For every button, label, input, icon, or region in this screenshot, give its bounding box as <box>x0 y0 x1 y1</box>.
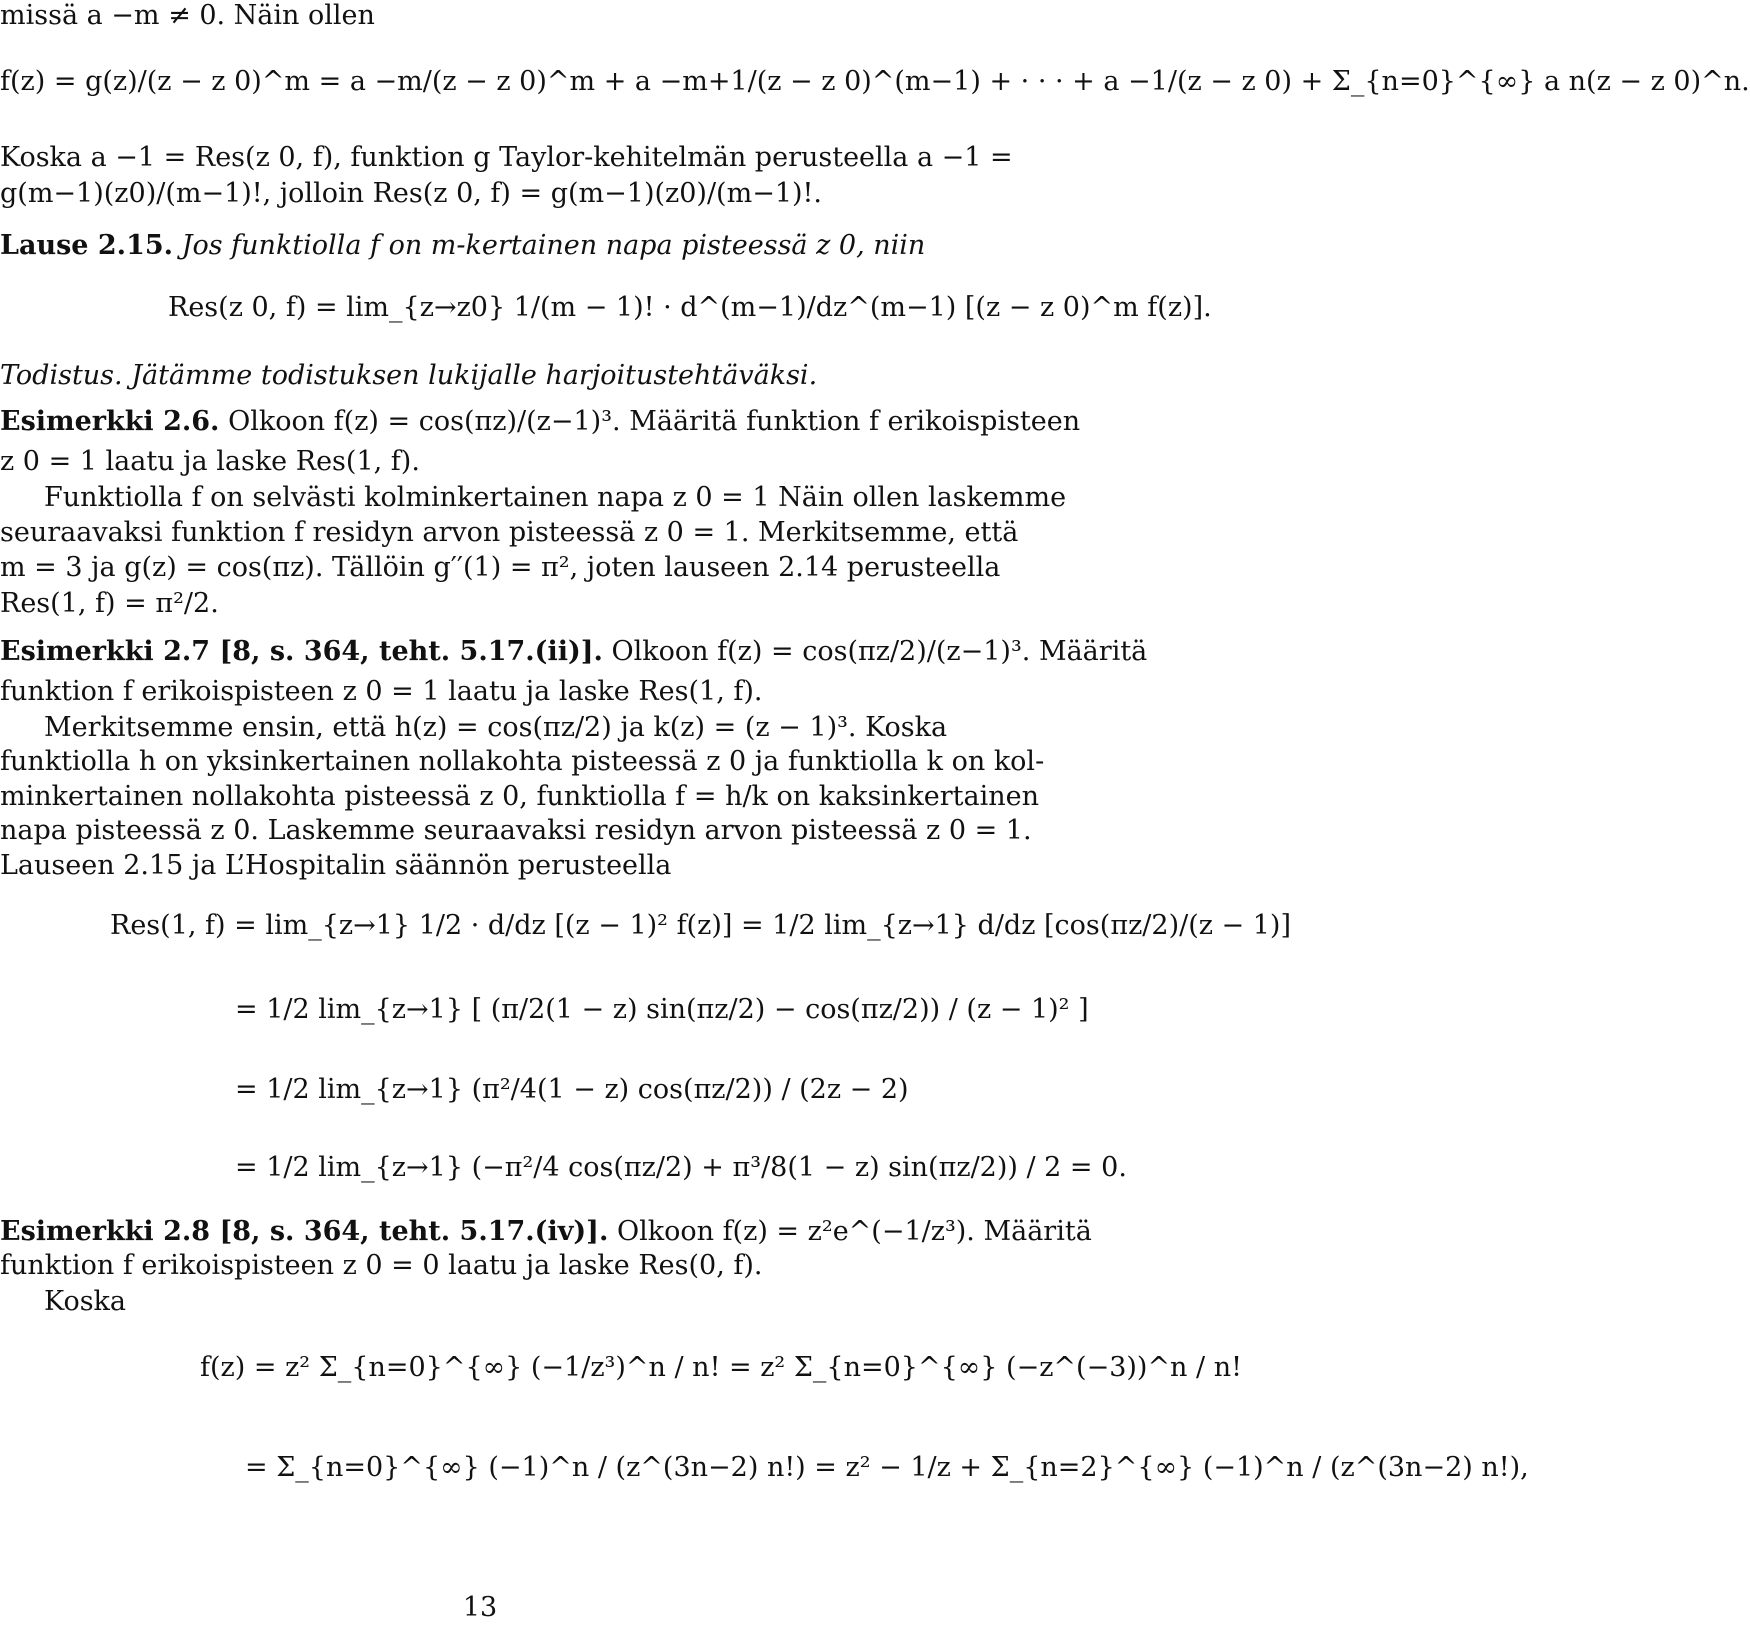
example-text: Olkoon f(z) = z²e^(−1/z³). Määritä <box>616 1216 1092 1247</box>
example-text: Olkoon f(z) = cos(πz/2)/(z−1)³. Määritä <box>611 636 1148 667</box>
equation-residue-step-3: = 1/2 lim_{z→1} (π²/4(1 − z) cos(πz/2)) / (2z − 2) <box>235 1074 909 1105</box>
page-number: 13 <box>462 1592 498 1623</box>
text-line: seuraavaksi funktion f residyn arvon pisteessä z 0 = 1. Merkitsemme, että <box>0 517 1019 548</box>
lemma-label: Lause 2.15. <box>0 230 174 261</box>
text-line: funktion f erikoispisteen z 0 = 0 laatu ja laske Res(0, f). <box>0 1250 763 1281</box>
equation-series-2: = Σ_{n=0}^{∞} (−1)^n / (z^(3n−2) n!) = z² − 1/z + Σ_{n=2}^{∞} (−1)^n / (z^(3n−2) n!), <box>245 1452 1529 1483</box>
example-label: Esimerkki 2.7 [8, s. 364, teht. 5.17.(ii)]. <box>0 636 603 667</box>
example-2-6 <box>0 406 1081 438</box>
example-text: Olkoon f(z) = cos(πz)/(z−1)³. Määritä funktion f erikoispisteen <box>228 406 1081 437</box>
equation-residue-step-1: Res(1, f) = lim_{z→1} 1/2 · d/dz [(z − 1)² f(z)] = 1/2 lim_{z→1} d/dz [cos(πz/2)/(z − 1)] <box>110 910 1291 941</box>
equation-residue-step-4: = 1/2 lim_{z→1} (−π²/4 cos(πz/2) + π³/8(1 − z) sin(πz/2)) / 2 = 0. <box>235 1152 1127 1183</box>
text-line: napa pisteessä z 0. Laskemme seuraavaksi residyn arvon pisteessä z 0 = 1. <box>0 815 1032 846</box>
text-line: missä a −m ≠ 0. Näin ollen <box>0 0 375 31</box>
example-label: Esimerkki 2.6. <box>0 406 220 437</box>
equation-series-1: f(z) = z² Σ_{n=0}^{∞} (−1/z³)^n / n! = z² Σ_{n=0}^{∞} (−z^(−3))^n / n! <box>200 1352 1242 1383</box>
text-line: g(m−1)(z0)/(m−1)!, jolloin Res(z 0, f) = g(m−1)(z0)/(m−1)!. <box>0 178 822 209</box>
text-line: m = 3 ja g(z) = cos(πz). Tällöin g′′(1) = π², joten lauseen 2.14 perusteella <box>0 552 1001 583</box>
lemma-text: Jos funktiolla f on m-kertainen napa pisteessä z 0, niin <box>181 230 926 261</box>
equation-laurent-series: f(z) = g(z)/(z − z 0)^m = a −m/(z − z 0)^m + a −m+1/(z − z 0)^(m−1) + · · · + a −1/(z − z 0) + Σ_{n=0}^{∞} a n(z − z 0)^n. <box>0 66 1750 97</box>
text-line: Merkitsemme ensin, että h(z) = cos(πz/2) ja k(z) = (z − 1)³. Koska <box>44 712 948 743</box>
example-label: Esimerkki 2.8 [8, s. 364, teht. 5.17.(iv)]. <box>0 1216 609 1247</box>
text-line: funktiolla h on yksinkertainen nollakohta pisteessä z 0 ja funktiolla k on kol- <box>0 746 1045 777</box>
equation-residue-step-2: = 1/2 lim_{z→1} [ (π/2(1 − z) sin(πz/2) − cos(πz/2)) / (z − 1)² ] <box>235 994 1089 1025</box>
text-line: minkertainen nollakohta pisteessä z 0, funktiolla f = h/k on kaksinkertainen <box>0 781 1040 812</box>
text-line: Todistus. Jätämme todistuksen lukijalle harjoitustehtäväksi. <box>0 360 818 391</box>
text-line: Funktiolla f on selvästi kolminkertainen napa z 0 = 1 Näin ollen laskemme <box>44 482 1067 513</box>
text-line: funktion f erikoispisteen z 0 = 1 laatu ja laske Res(1, f). <box>0 676 763 707</box>
example-2-8 <box>0 1216 1092 1248</box>
text-line: Koska <box>44 1286 127 1317</box>
text-line: Res(1, f) = π²/2. <box>0 588 219 619</box>
lemma-paragraph <box>0 230 960 262</box>
example-2-7 <box>0 636 1148 668</box>
text-line: z 0 = 1 laatu ja laske Res(1, f). <box>0 446 420 477</box>
text-line: Koska a −1 = Res(z 0, f), funktion g Taylor-kehitelmän perusteella a −1 = <box>0 142 1013 173</box>
equation-residue-formula: Res(z 0, f) = lim_{z→z0} 1/(m − 1)! · d^(m−1)/dz^(m−1) [(z − z 0)^m f(z)]. <box>168 292 1212 323</box>
text-line: Lauseen 2.15 ja L’Hospitalin säännön perusteella <box>0 850 672 881</box>
